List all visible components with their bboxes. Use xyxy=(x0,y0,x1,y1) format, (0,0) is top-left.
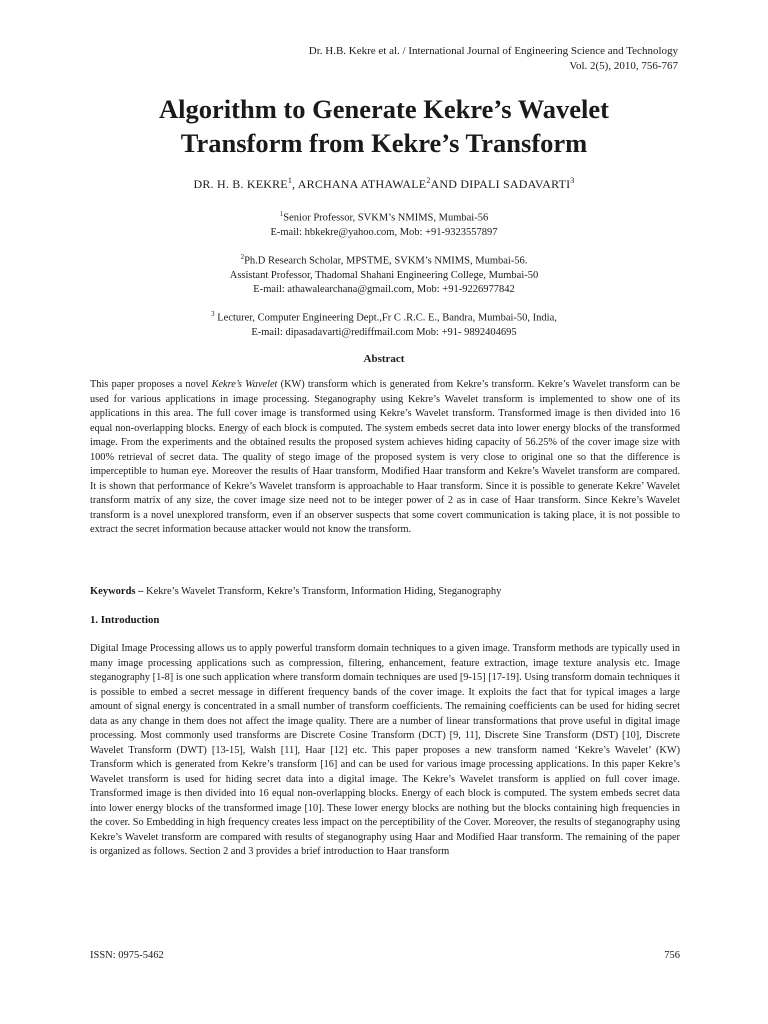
affiliation-2-contact: E-mail: athawalearchana@gmail.com, Mob: +91-9226977842 xyxy=(253,283,515,295)
affiliation-3-marker: 3 xyxy=(211,310,215,318)
volume-info: Vol. 2(5), 2010, 756-767 xyxy=(569,60,678,72)
affiliation-1 xyxy=(60,207,708,240)
author-3: AND DIPALI SADAVARTI xyxy=(430,177,571,191)
section-heading-introduction: 1. Introduction xyxy=(90,614,160,626)
paper-title xyxy=(80,92,688,160)
affiliation-3-contact: E-mail: dipasadavarti@rediffmail.com Mob: +91- 9892404695 xyxy=(251,326,517,338)
abstract-italic-term: Kekre’s Wavelet xyxy=(211,379,278,390)
keywords-label: Keywords – xyxy=(90,586,144,597)
abstract-body xyxy=(90,378,680,538)
title-line-1: Algorithm to Generate Kekre’s Wavelet xyxy=(159,94,609,124)
author-list xyxy=(60,176,708,192)
affiliation-1-marker: 1 xyxy=(279,210,284,218)
introduction-body xyxy=(90,642,680,860)
affiliation-2-institution: Assistant Professor, Thadomal Shahani Engineering College, Mumbai-50 xyxy=(229,269,539,281)
page-number: 756 xyxy=(664,950,680,961)
keywords xyxy=(90,586,680,597)
keywords-text: Kekre’s Wavelet Transform, Kekre’s Transform, Information Hiding, Steganography xyxy=(143,586,502,597)
title-line-2: Transform from Kekre’s Transform xyxy=(180,128,588,158)
abstract-text-start: This paper proposes a novel xyxy=(90,379,212,390)
abstract-text-rest: (KW) transform which is generated from Kekre’s transform. Kekre’s Wavelet transform can be used for various applications in image processing. Steganography using Kekre’s Wavelet transform is implemented to show one of its applications in this area. The full cover image is transformed using Kekre’s Wavelet transform. Transformed image is then divided into 16 equal non-overlapping blocks. Energy of each block is computed. The system embeds secret data into lower energy blocks of the transformed image. From the experiments and the obtained results the proposed system achieves hiding capacity of 56.25% of the cover image size with 100% retrieval of secret data. The quality of stego image of the proposed system is very close to original one so that the difference is imperceptible to human eye. Moreover the results of Haar transform, Modified Haar transform and Kekre’s Wavelet transform are compared. It is shown that performance of Kekre’s Wavelet transform is approachable to Haar transform. Since it is possible to generate Kekre’ Wavelet transform matrix of any size, the cover image size need not to be integer power of 2 as in case of Haar transform. Since Kekre’s Wavelet transform is a novel unexplored transform, even if an observer suspects that some covert communication is taking place, it is not possible to extract the secret information because attacker would not know the transform. xyxy=(90,379,680,535)
affiliation-1-position: Senior Professor, SVKM’s NMIMS, Mumbai-56 xyxy=(283,212,489,224)
introduction-paragraph: Digital Image Processing allows us to apply powerful transform domain techniques to a given image. Transform methods are typically used in many image processing applications such as compression, filtering, enhancement, feature extraction, image texture analysis etc. Image steganography [1-8] is one such application where transform domain techniques are used [9-15] [17-19]. Using transform domain techniques it is possible to embed a secret message in different frequency bands of the cover image. It exploits the fact that for typical images a large amount of signal energy is concentrated in a small number of transform coefficients. The remaining coefficients can be used for hiding secret data as any change in them does not affect the image quality. There are a number of linear transformations that prove useful in digital image processing. Most commonly used transforms are Discrete Cosine Transform (DCT) [9, 11], Discrete Sine Transform (DST) [10], Discrete Wavelet Transform (DWT) [13-15], Walsh [11], Haar [12] etc. This paper proposes a new transform named ‘Kekre’s Wavelet’ (KW) Transform which is generated from Kekre’s transform [16] and can be used for various image processing applications. In this paper Kekre’s Wavelet transform is used for hiding secret data into a digital image. The Kekre’s Wavelet transform is applied on full cover image. Transformed image is then divided into 16 equal non-overlapping blocks. Energy of each block is computed. The system embeds secret data into lower energy blocks of the transformed image [10]. These lower energy blocks are nothing but the blocks containing high frequencies in the cover. So Embedding in high frequency creates less impact on the perceptibility of the Cover. Moreover, the results of steganography using Kekre’s Wavelet transform are compared with results of steganography using Haar and Modified Haar transform. The remaining of the paper is organized as follows. Section 2 and 3 provides a brief introduction to Haar transform xyxy=(90,643,680,857)
affiliation-2-position: Ph.D Research Scholar, MPSTME, SVKM’s NMIMS, Mumbai-56. xyxy=(244,255,528,267)
running-header xyxy=(309,44,678,74)
affiliation-2-marker: 2 xyxy=(240,253,245,261)
abstract-heading: Abstract xyxy=(363,353,405,365)
affiliation-1-contact: E-mail: hbkekre@yahoo.com, Mob: +91-9323557897 xyxy=(270,226,498,238)
affiliation-2 xyxy=(60,250,708,297)
author-3-marker: 3 xyxy=(570,176,575,185)
issn-label: ISSN: 0975-5462 xyxy=(90,950,164,961)
author-1-marker: 1 xyxy=(287,176,293,185)
author-2: , ARCHANA ATHAWALE xyxy=(292,177,427,191)
journal-citation: Dr. H.B. Kekre et al. / International Journal of Engineering Science and Technology xyxy=(308,45,678,57)
author-1: DR. H. B. KEKRE xyxy=(193,177,288,191)
affiliation-3-position: Lecturer, Computer Engineering Dept.,Fr C .R.C. E., Bandra, Mumbai-50, India, xyxy=(214,312,557,324)
affiliation-3 xyxy=(60,307,708,340)
author-2-marker: 2 xyxy=(426,176,431,185)
